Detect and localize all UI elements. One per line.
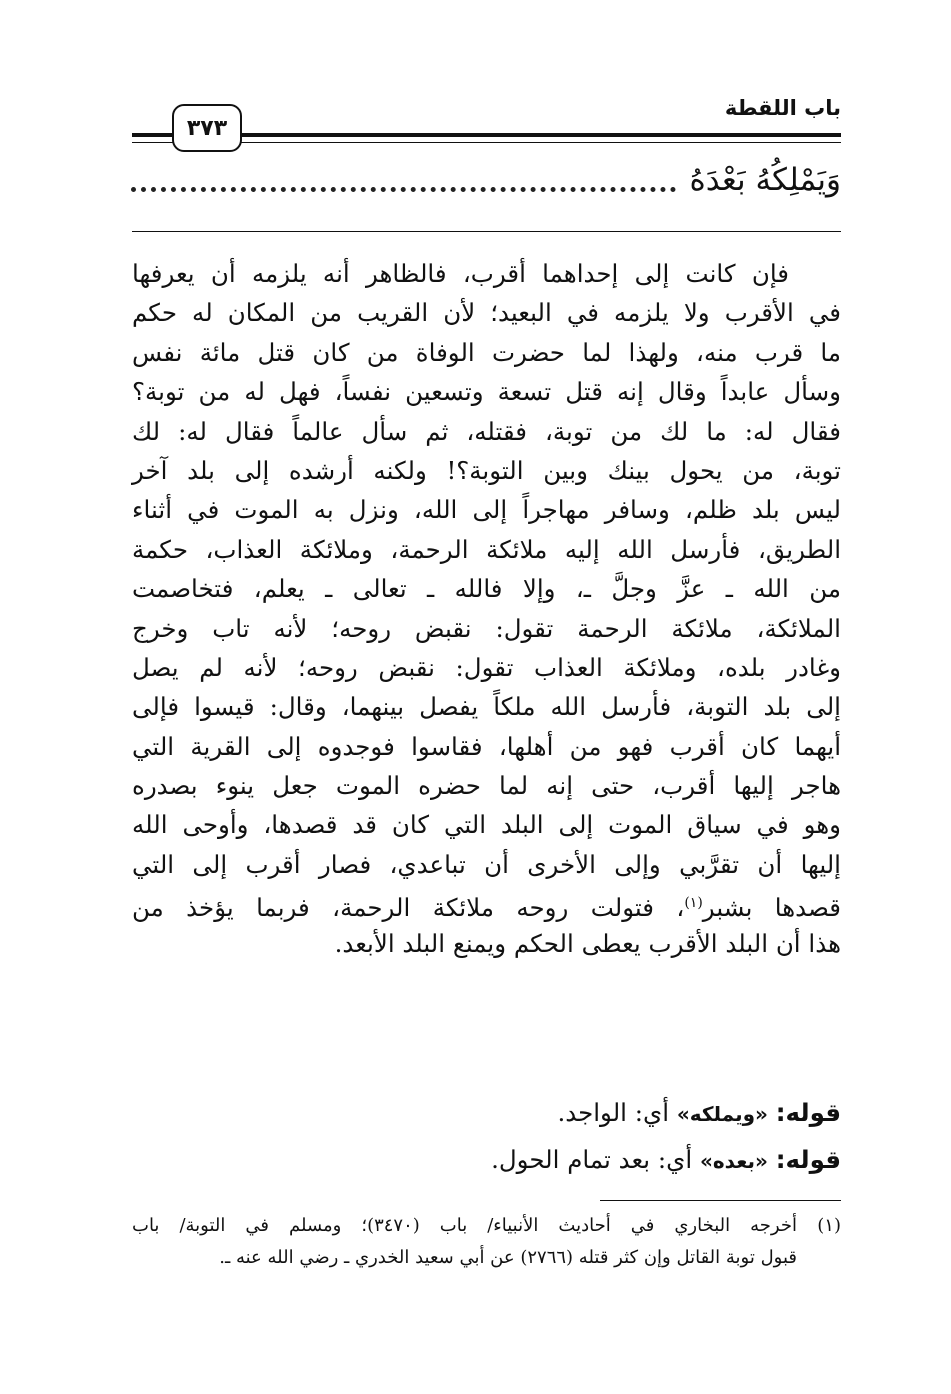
- matn-text: وَيَمْلِكُهُ بَعْدَهُ: [689, 162, 841, 198]
- footnote-line: قبول توبة القاتل وإن كثر قتله (٢٧٦٦) عن أبي سعيد الخدري ـ رضي الله عنه ـ.: [219, 1247, 797, 1268]
- body-line: من الله ـ عزَّ وجلَّ ـ، وإلا فالله ـ تعالى ـ يعلم، فتخاصمت: [132, 574, 841, 604]
- body-line: وهو في سياق الموت إلى البلد التي كان قد قصدها، وأوحى الله: [132, 810, 841, 840]
- body-line: هاجر إليها أقرب، حتى إنه لما حضره الموت جعل ينوء بصدره: [132, 771, 841, 801]
- body-line: إلى بلد التوبة، فأرسل الله ملكاً يفصل بينهما، وقال: قيسوا فإلى: [132, 692, 841, 722]
- body-line-text: قصدها بشبر: [702, 893, 841, 923]
- body-line-text: ، فتولت روحه ملائكة الرحمة، فربما يؤخذ من: [132, 893, 685, 923]
- body-line-with-footnote: [132, 884, 841, 923]
- body-line: توبة، من يحول بينك وبين التوبة؟! ولكنه أرشده إلى بلد آخر: [132, 455, 841, 485]
- body-line: ما قرب منه، ولهذا لما حضرت الوفاة من كان قتل مائة نفس: [132, 337, 841, 367]
- word-explanations: [201, 1090, 841, 1184]
- explanation-key: قوله:: [775, 1145, 841, 1174]
- footnote-line: [132, 1210, 841, 1242]
- body-line: وسأل عابداً وقال إنه قتل تسعة وتسعين نفساً، فهل له من توبة؟: [132, 377, 841, 407]
- matn-dots: [131, 169, 676, 192]
- body-line: إليها أن تقرَّبي وإلى الأخرى أن تباعدي، فصار أقرب إلى التي: [132, 849, 841, 879]
- body-line: أيهما كان أقرب فهو من أهلها، فقاسوا فوجدوه إلى القرية التي: [132, 731, 841, 761]
- footnote-text: أخرجه البخاري في أحاديث الأنبياء/ باب (٣٤٧٠)؛ ومسلم في التوبة/ باب: [132, 1215, 797, 1236]
- footnotes: [132, 1210, 841, 1274]
- body-line: الملائكة، ملائكة الرحمة تقول: نقبض روحه؛ لأنه تاب وخرج: [132, 613, 841, 643]
- body-line: الطريق، فأرسل الله إليه ملائكة الرحمة، وملائكة العذاب، حكمة: [132, 534, 841, 564]
- footnote-marker: (١): [817, 1215, 841, 1236]
- explanation-item: [201, 1137, 841, 1184]
- footnote-rule: [600, 1200, 841, 1201]
- explanation-text: أي: بعد تمام الحول.: [491, 1145, 693, 1174]
- body-line: ليس بلد ظلم، وسافر مهاجراً إلى الله، ونزل به الموت في أثناء: [132, 495, 841, 525]
- explanation-item: [201, 1090, 841, 1137]
- matn-rule: [132, 231, 841, 232]
- commentary-paragraph: [132, 254, 841, 963]
- explanation-key: قوله:: [775, 1098, 841, 1127]
- footnote-reference[interactable]: (١): [684, 895, 703, 912]
- matn-line: [131, 162, 841, 198]
- explanation-word: «ويملكه»: [676, 1102, 768, 1126]
- body-line: هذا أن البلد الأقرب يعطى الحكم ويمنع البلد الأبعد.: [334, 928, 841, 958]
- body-line: فقال له: ما لك من توبة، فقتله، ثم سأل عالماً فقال له: لك: [132, 416, 841, 446]
- page-number: ٣٧٣: [172, 104, 242, 152]
- body-line: في الأقرب ولا يلزمه في البعيد؛ لأن القريب من المكان له حكم: [132, 298, 841, 328]
- explanation-word: «بعده»: [699, 1149, 768, 1173]
- body-line: فإن كانت إلى إحداهما أقرب، فالظاهر أنه يلزمه أن يعرفها: [132, 259, 789, 288]
- explanation-text: أي: الواجد.: [557, 1098, 670, 1127]
- chapter-title: باب اللقطة: [724, 96, 841, 120]
- body-line: وغادر بلده، وملائكة العذاب تقول: نقبض روحه؛ لأنه لم يصل: [132, 652, 841, 682]
